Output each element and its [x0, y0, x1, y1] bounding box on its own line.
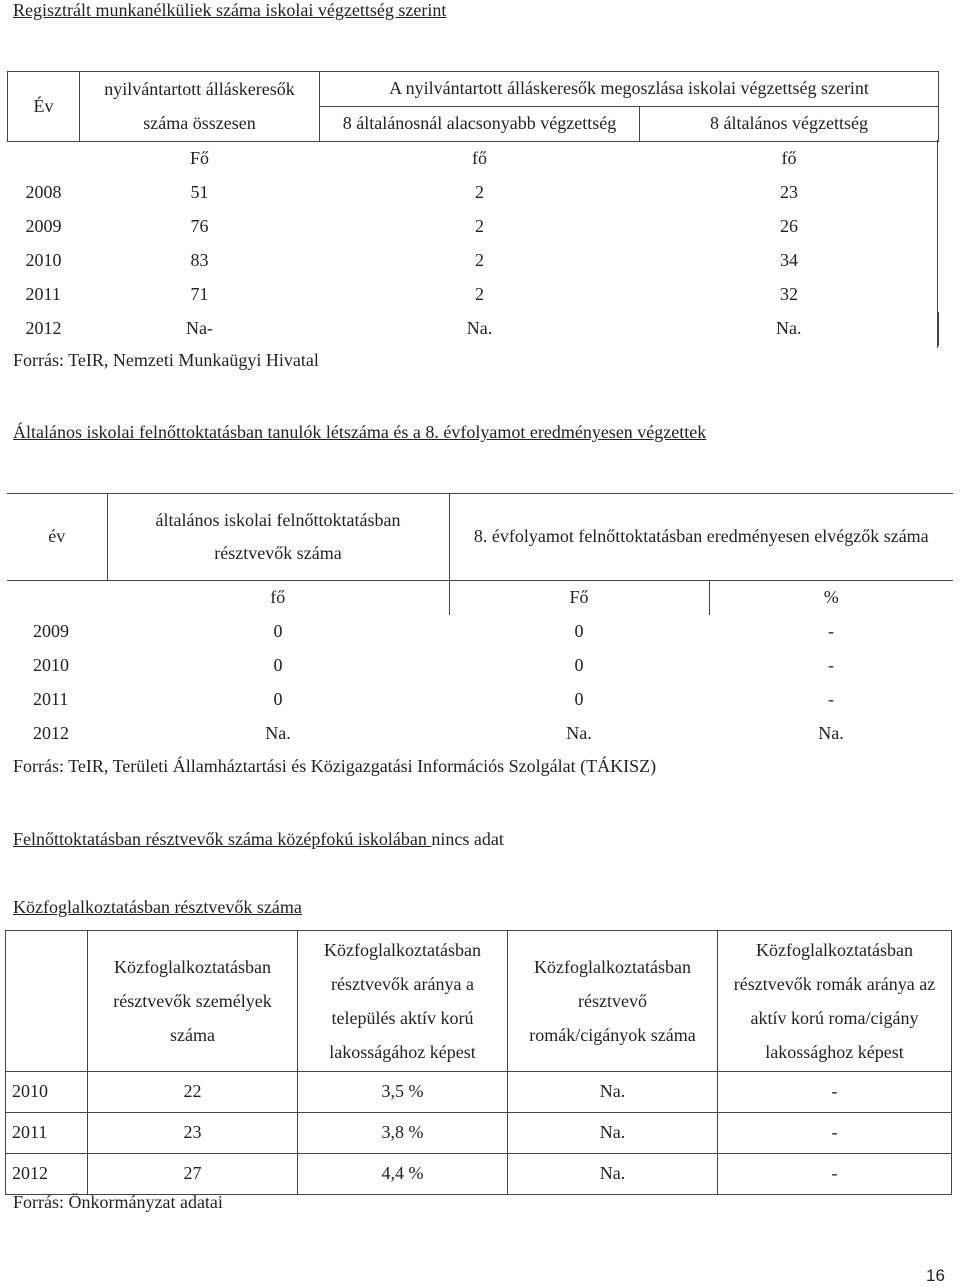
- section1-title: Regisztrált munkanélküliek száma iskolai végzettség szerint: [13, 0, 447, 20]
- primary-education-header: 8 általános végzettség: [640, 107, 939, 142]
- roma-ratio-header: Közfoglalkoztatásban résztvevők romák aránya az aktív korú roma/cigány lakossághoz képest: [718, 931, 952, 1072]
- section4-source: Forrás: Önkormányzat adatai: [13, 1192, 223, 1212]
- unemployed-by-education-table: [7, 71, 939, 346]
- section3-title: Felnőttoktatásban résztvevők száma középfokú iskolában nincs adat: [13, 829, 504, 849]
- table-row: 2012 Na- Na. Na.: [8, 312, 939, 346]
- section1-source: Forrás: TeIR, Nemzeti Munkaügyi Hivatal: [13, 350, 319, 370]
- section2-source: Forrás: TeIR, Területi Államháztartási és Közigazgatási Információs Szolgálat (TÁKISZ): [13, 756, 657, 776]
- table-row: 2009 76 2 26: [25, 216, 798, 237]
- table-row: 2010 0 0 -: [33, 655, 834, 676]
- distribution-header: A nyilvántartott álláskeresők megoszlása iskolai végzettség szerint: [320, 72, 939, 107]
- unit-participants: fő: [107, 581, 449, 616]
- ratio-header: Közfoglalkoztatásban résztvevők aránya a település aktív korú lakosságához képest: [298, 931, 508, 1072]
- year-header: Év: [8, 72, 80, 142]
- unit-primary: fő: [781, 148, 797, 169]
- table-border: [937, 140, 938, 348]
- table-row: 2012 Na. Na. Na.: [33, 723, 844, 744]
- unit-lower: fő: [472, 148, 487, 169]
- unit-percent: %: [823, 587, 839, 608]
- participants-header: általános iskolai felnőttoktatásban résztvevők száma: [107, 494, 449, 581]
- table-row: 2011 23 3,8 % Na. -: [6, 1113, 952, 1154]
- year-header: [6, 931, 88, 1072]
- table-row: 2011 0 0 -: [33, 689, 834, 710]
- table-row: 2010 22 3,5 % Na. -: [6, 1072, 952, 1113]
- adult-education-table: [7, 493, 953, 751]
- table-row: 2010 83 2 34: [25, 250, 798, 271]
- section2-title: Általános iskolai felnőttoktatásban tanulók létszáma és a 8. évfolyamot eredményesen végzettek: [13, 422, 707, 442]
- persons-header: Közfoglalkoztatásban résztvevők személyek száma: [88, 931, 298, 1072]
- table-row: 2009 0 0 -: [33, 621, 834, 642]
- total-header: nyilvántartott álláskeresők száma összesen: [80, 72, 320, 142]
- year-header: év: [7, 494, 107, 581]
- page-number: 16: [926, 1266, 945, 1285]
- graduates-header: 8. évfolyamot felnőttoktatásban eredményesen elvégzők száma: [449, 494, 953, 581]
- roma-count-header: Közfoglalkoztatásban résztvevő romák/cigányok száma: [508, 931, 718, 1072]
- section4-title: Közfoglalkoztatásban résztvevők száma: [13, 897, 302, 917]
- table-row: 2011 71 2 32: [25, 284, 798, 305]
- unit-graduates: Fő: [449, 581, 709, 616]
- lower-education-header: 8 általánosnál alacsonyabb végzettség: [320, 107, 640, 142]
- table-row: 2008 51 2 23: [25, 182, 798, 203]
- table-row: 2012 27 4,4 % Na. -: [6, 1154, 952, 1195]
- unit-total: Fő: [189, 148, 209, 169]
- public-works-table: [5, 930, 952, 1195]
